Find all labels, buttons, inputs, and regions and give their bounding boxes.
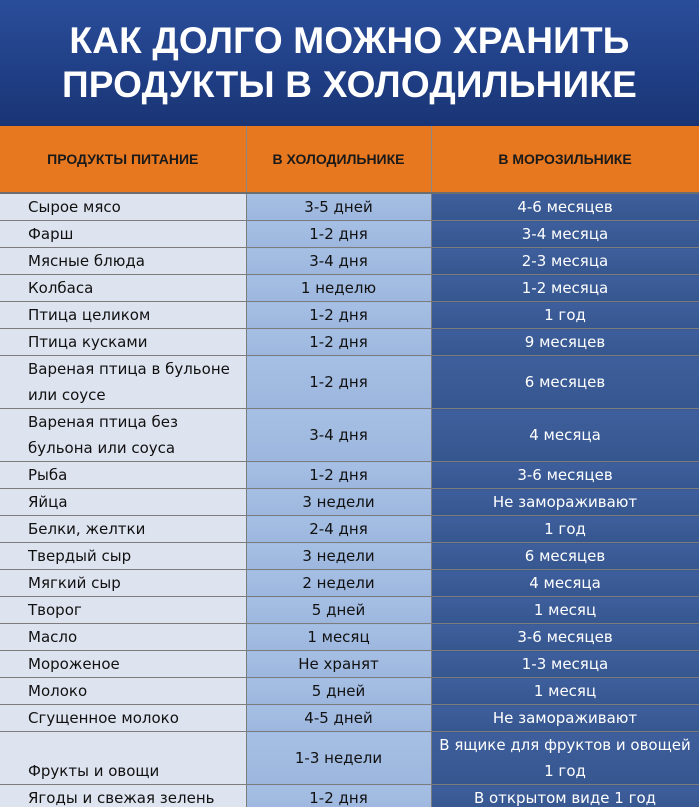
product-cell: [0, 597, 246, 624]
fridge-time-cell-text: 2 недели: [302, 574, 375, 592]
fridge-time-cell-text: 3 недели: [302, 493, 375, 511]
fridge-time-cell-text: 1-2 дня: [309, 466, 368, 484]
product-cell-text: Твердый сыр: [28, 547, 132, 565]
table-row: [0, 705, 699, 732]
table-row: [0, 248, 699, 275]
freezer-time-cell: [431, 221, 699, 248]
product-cell-text: Яйца: [28, 493, 68, 511]
product-cell: [0, 193, 246, 221]
freezer-time-cell-text: В открытом виде 1 год: [473, 789, 657, 807]
table-row: [0, 489, 699, 516]
title-line-2: ПРОДУКТЫ В ХОЛОДИЛЬНИКЕ: [61, 64, 638, 105]
fridge-time-cell: [246, 489, 431, 516]
product-cell-text: Сгущенное молоко: [28, 709, 179, 727]
table-row: [0, 221, 699, 248]
freezer-time-cell-text: 1-2 месяца: [521, 279, 609, 297]
fridge-time-cell-text: 3-5 дней: [304, 198, 373, 216]
fridge-time-cell-text: 1 неделю: [300, 279, 377, 297]
freezer-time-cell: [431, 193, 699, 221]
fridge-time-cell: [246, 302, 431, 329]
table-row: [0, 785, 699, 807]
table-row: [0, 516, 699, 543]
fridge-time-cell: [246, 597, 431, 624]
fridge-time-cell-text: 1-2 дня: [309, 373, 368, 391]
product-cell: [0, 356, 246, 409]
product-cell-text: Белки, желтки: [28, 520, 146, 538]
fridge-time-cell: [246, 570, 431, 597]
product-cell-text: Фарш: [28, 225, 74, 243]
column-header-freezer: В МОРОЗИЛЬНИКЕ: [431, 126, 699, 193]
freezer-time-cell: [431, 302, 699, 329]
table-row: [0, 193, 699, 221]
fridge-time-cell-text: 4-5 дней: [304, 709, 373, 727]
freezer-time-cell: [431, 597, 699, 624]
product-cell: [0, 489, 246, 516]
fridge-time-cell-text: 5 дней: [311, 601, 366, 619]
freezer-time-cell: [431, 356, 699, 409]
product-cell-text: Птица целиком: [28, 306, 151, 324]
product-cell-text: Мясные блюда: [28, 252, 145, 270]
product-cell-text: Творог: [28, 601, 82, 619]
fridge-time-cell: [246, 356, 431, 409]
freezer-time-cell-text: 1 год: [544, 306, 586, 324]
freezer-time-cell: [431, 543, 699, 570]
table-row: [0, 356, 699, 409]
freezer-time-cell: [431, 624, 699, 651]
fridge-time-cell: [246, 705, 431, 732]
table-row: [0, 570, 699, 597]
product-cell: [0, 462, 246, 489]
product-cell-text: Вареная птица в бульоне или соусе: [28, 360, 230, 404]
product-cell: [0, 516, 246, 543]
product-cell-text: Мороженое: [28, 655, 120, 673]
fridge-time-cell: [246, 651, 431, 678]
freezer-time-cell: [431, 275, 699, 302]
product-cell: [0, 248, 246, 275]
product-cell: [0, 409, 246, 462]
freezer-time-cell-text: 6 месяцев: [524, 373, 606, 391]
fridge-time-cell-text: Не хранят: [298, 655, 379, 673]
fridge-time-cell-text: 3 недели: [302, 547, 375, 565]
table-row: [0, 329, 699, 356]
column-header-products: ПРОДУКТЫ ПИТАНИЕ: [0, 126, 246, 193]
fridge-time-cell-text: 5 дней: [311, 682, 366, 700]
freezer-time-cell: [431, 489, 699, 516]
fridge-time-cell: [246, 221, 431, 248]
freezer-time-cell: [431, 462, 699, 489]
freezer-time-cell: [431, 705, 699, 732]
freezer-time-cell-text: 1-3 месяца: [521, 655, 609, 673]
product-cell-text: Молоко: [28, 682, 88, 700]
freezer-time-cell-text: 6 месяцев: [524, 547, 606, 565]
fridge-time-cell: [246, 785, 431, 807]
product-cell: [0, 705, 246, 732]
freezer-time-cell-text: 4 месяца: [529, 574, 601, 592]
table-header-row: [0, 126, 699, 193]
freezer-time-cell-text: Не замораживают: [492, 709, 638, 727]
freezer-time-cell-text: 4 месяца: [529, 426, 601, 444]
product-cell: [0, 329, 246, 356]
fridge-time-cell-text: 1-2 дня: [309, 306, 368, 324]
table-row: [0, 462, 699, 489]
freezer-time-cell: [431, 329, 699, 356]
storage-table: [0, 126, 699, 807]
fridge-time-cell: [246, 409, 431, 462]
table-row: [0, 543, 699, 570]
fridge-time-cell: [246, 329, 431, 356]
fridge-time-cell: [246, 462, 431, 489]
freezer-time-cell: [431, 570, 699, 597]
fridge-time-cell-text: 1-3 недели: [294, 749, 383, 767]
table-row: [0, 651, 699, 678]
column-header-fridge: В ХОЛОДИЛЬНИКЕ: [246, 126, 431, 193]
product-cell-text: Колбаса: [28, 279, 94, 297]
freezer-time-cell: [431, 248, 699, 275]
fridge-time-cell-text: 3-4 дня: [309, 426, 368, 444]
fridge-time-cell-text: 1 месяц: [307, 628, 370, 646]
table-row: [0, 302, 699, 329]
fridge-time-cell: [246, 516, 431, 543]
fridge-time-cell: [246, 732, 431, 785]
freezer-time-cell-text: 1 месяц: [533, 601, 597, 619]
product-cell: [0, 221, 246, 248]
product-cell: [0, 785, 246, 807]
freezer-time-cell-text: 2-3 месяца: [521, 252, 609, 270]
product-cell: [0, 543, 246, 570]
fridge-time-cell: [246, 275, 431, 302]
product-cell: [0, 570, 246, 597]
freezer-time-cell: [431, 516, 699, 543]
fridge-time-cell-text: 1-2 дня: [309, 789, 368, 807]
fridge-time-cell: [246, 543, 431, 570]
table-body: [0, 193, 699, 807]
title-banner: [0, 0, 699, 126]
product-cell: [0, 678, 246, 705]
product-cell-text: Мягкий сыр: [28, 574, 121, 592]
fridge-time-cell-text: 3-4 дня: [309, 252, 368, 270]
table-row: [0, 275, 699, 302]
fridge-time-cell-text: 1-2 дня: [309, 225, 368, 243]
table-row: [0, 732, 699, 785]
freezer-time-cell-text: 1 месяц: [533, 682, 597, 700]
freezer-time-cell-text: 3-6 месяцев: [517, 466, 613, 484]
product-cell-text: Рыба: [28, 466, 68, 484]
freezer-time-cell: [431, 409, 699, 462]
table-row: [0, 409, 699, 462]
product-cell-text: Вареная птица без бульона или соуса: [28, 413, 178, 457]
fridge-time-cell-text: 1-2 дня: [309, 333, 368, 351]
freezer-time-cell-text: 9 месяцев: [524, 333, 606, 351]
fridge-time-cell: [246, 248, 431, 275]
title-line-1: КАК ДОЛГО МОЖНО ХРАНИТЬ: [69, 20, 630, 61]
product-cell-text: Птица кусками: [28, 333, 148, 351]
product-cell-text: Масло: [28, 628, 78, 646]
fridge-time-cell: [246, 678, 431, 705]
product-cell-text: Фрукты и овощи: [28, 762, 160, 780]
freezer-time-cell: [431, 678, 699, 705]
table-row: [0, 678, 699, 705]
freezer-time-cell: [431, 785, 699, 807]
table-row: [0, 597, 699, 624]
table-row: [0, 624, 699, 651]
fridge-time-cell-text: 2-4 дня: [309, 520, 368, 538]
freezer-time-cell: [431, 732, 699, 785]
freezer-time-cell-text: 4-6 месяцев: [517, 198, 613, 216]
freezer-time-cell-text: 3-4 месяца: [521, 225, 609, 243]
fridge-time-cell: [246, 193, 431, 221]
freezer-time-cell-text: Не замораживают: [492, 493, 638, 511]
product-cell: [0, 275, 246, 302]
product-cell: [0, 302, 246, 329]
freezer-time-cell: [431, 651, 699, 678]
fridge-time-cell: [246, 624, 431, 651]
product-cell: [0, 732, 246, 785]
product-cell-text: Сырое мясо: [28, 198, 121, 216]
product-cell: [0, 624, 246, 651]
freezer-time-cell-text: 1 год: [544, 520, 586, 538]
product-cell-text: Ягоды и свежая зелень: [28, 789, 215, 807]
freezer-time-cell-text: В ящике для фруктов и овощей 1 год: [439, 736, 691, 780]
product-cell: [0, 651, 246, 678]
freezer-time-cell-text: 3-6 месяцев: [517, 628, 613, 646]
